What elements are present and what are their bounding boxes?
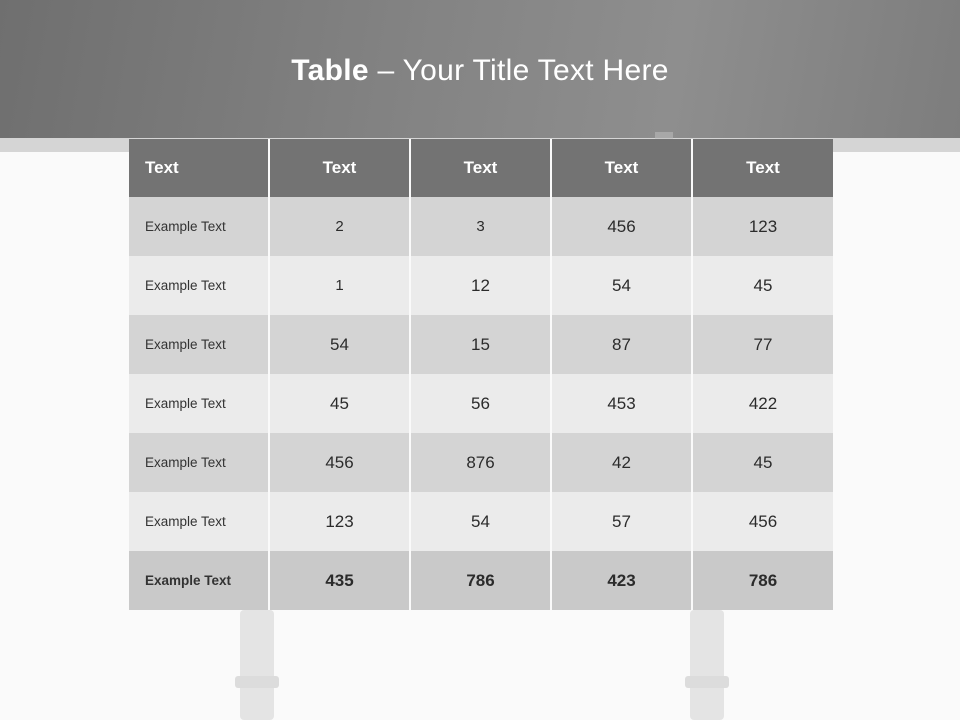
row-label-cell[interactable]: Example Text [129,197,269,256]
data-cell[interactable]: 3 [410,197,551,256]
data-cell[interactable]: 423 [551,551,692,610]
page-title-strong: Table [291,54,369,87]
table-row[interactable] [129,256,833,315]
decorative-stem-right [690,610,724,720]
row-label-cell[interactable]: Example Text [129,374,269,433]
data-cell[interactable]: 2 [269,197,410,256]
data-cell[interactable]: 453 [551,374,692,433]
table-row[interactable] [129,492,833,551]
row-label-cell[interactable]: Example Text [129,256,269,315]
data-cell[interactable]: 876 [410,433,551,492]
table-row[interactable] [129,315,833,374]
row-label-cell[interactable]: Example Text [129,433,269,492]
data-cell[interactable]: 435 [269,551,410,610]
table-body [129,197,833,610]
data-cell[interactable]: 456 [551,197,692,256]
data-cell[interactable]: 456 [269,433,410,492]
data-cell[interactable]: 54 [410,492,551,551]
data-cell[interactable]: 15 [410,315,551,374]
row-label-cell[interactable]: Example Text [129,315,269,374]
data-cell[interactable]: 786 [692,551,833,610]
column-header-4[interactable]: Text [692,139,833,197]
data-cell[interactable]: 42 [551,433,692,492]
row-label-cell[interactable]: Example Text [129,551,269,610]
data-cell[interactable]: 45 [269,374,410,433]
column-header-2[interactable]: Text [410,139,551,197]
data-cell[interactable]: 12 [410,256,551,315]
table-row[interactable] [129,551,833,610]
page-title-dash: – [368,54,403,87]
column-header-1[interactable]: Text [269,139,410,197]
data-cell[interactable]: 123 [269,492,410,551]
decorative-stem-left-collar [235,676,279,688]
page-title [0,52,960,90]
data-table [129,139,833,610]
data-cell[interactable]: 56 [410,374,551,433]
data-cell[interactable]: 54 [551,256,692,315]
data-cell[interactable]: 1 [269,256,410,315]
data-cell[interactable]: 123 [692,197,833,256]
page-title-light: Your Title Text Here [402,54,669,87]
data-cell[interactable]: 57 [551,492,692,551]
decorative-stem-left [240,610,274,720]
column-header-3[interactable]: Text [551,139,692,197]
table-row[interactable] [129,433,833,492]
table-row[interactable] [129,197,833,256]
table-header-row [129,139,833,197]
data-cell[interactable]: 45 [692,433,833,492]
data-cell[interactable]: 77 [692,315,833,374]
data-cell[interactable]: 45 [692,256,833,315]
row-label-cell[interactable]: Example Text [129,492,269,551]
data-cell[interactable]: 87 [551,315,692,374]
table-row[interactable] [129,374,833,433]
column-header-0[interactable]: Text [129,139,269,197]
data-table-container [129,139,833,610]
data-cell[interactable]: 422 [692,374,833,433]
decorative-stem-right-collar [685,676,729,688]
data-cell[interactable]: 54 [269,315,410,374]
data-cell[interactable]: 786 [410,551,551,610]
data-cell[interactable]: 456 [692,492,833,551]
